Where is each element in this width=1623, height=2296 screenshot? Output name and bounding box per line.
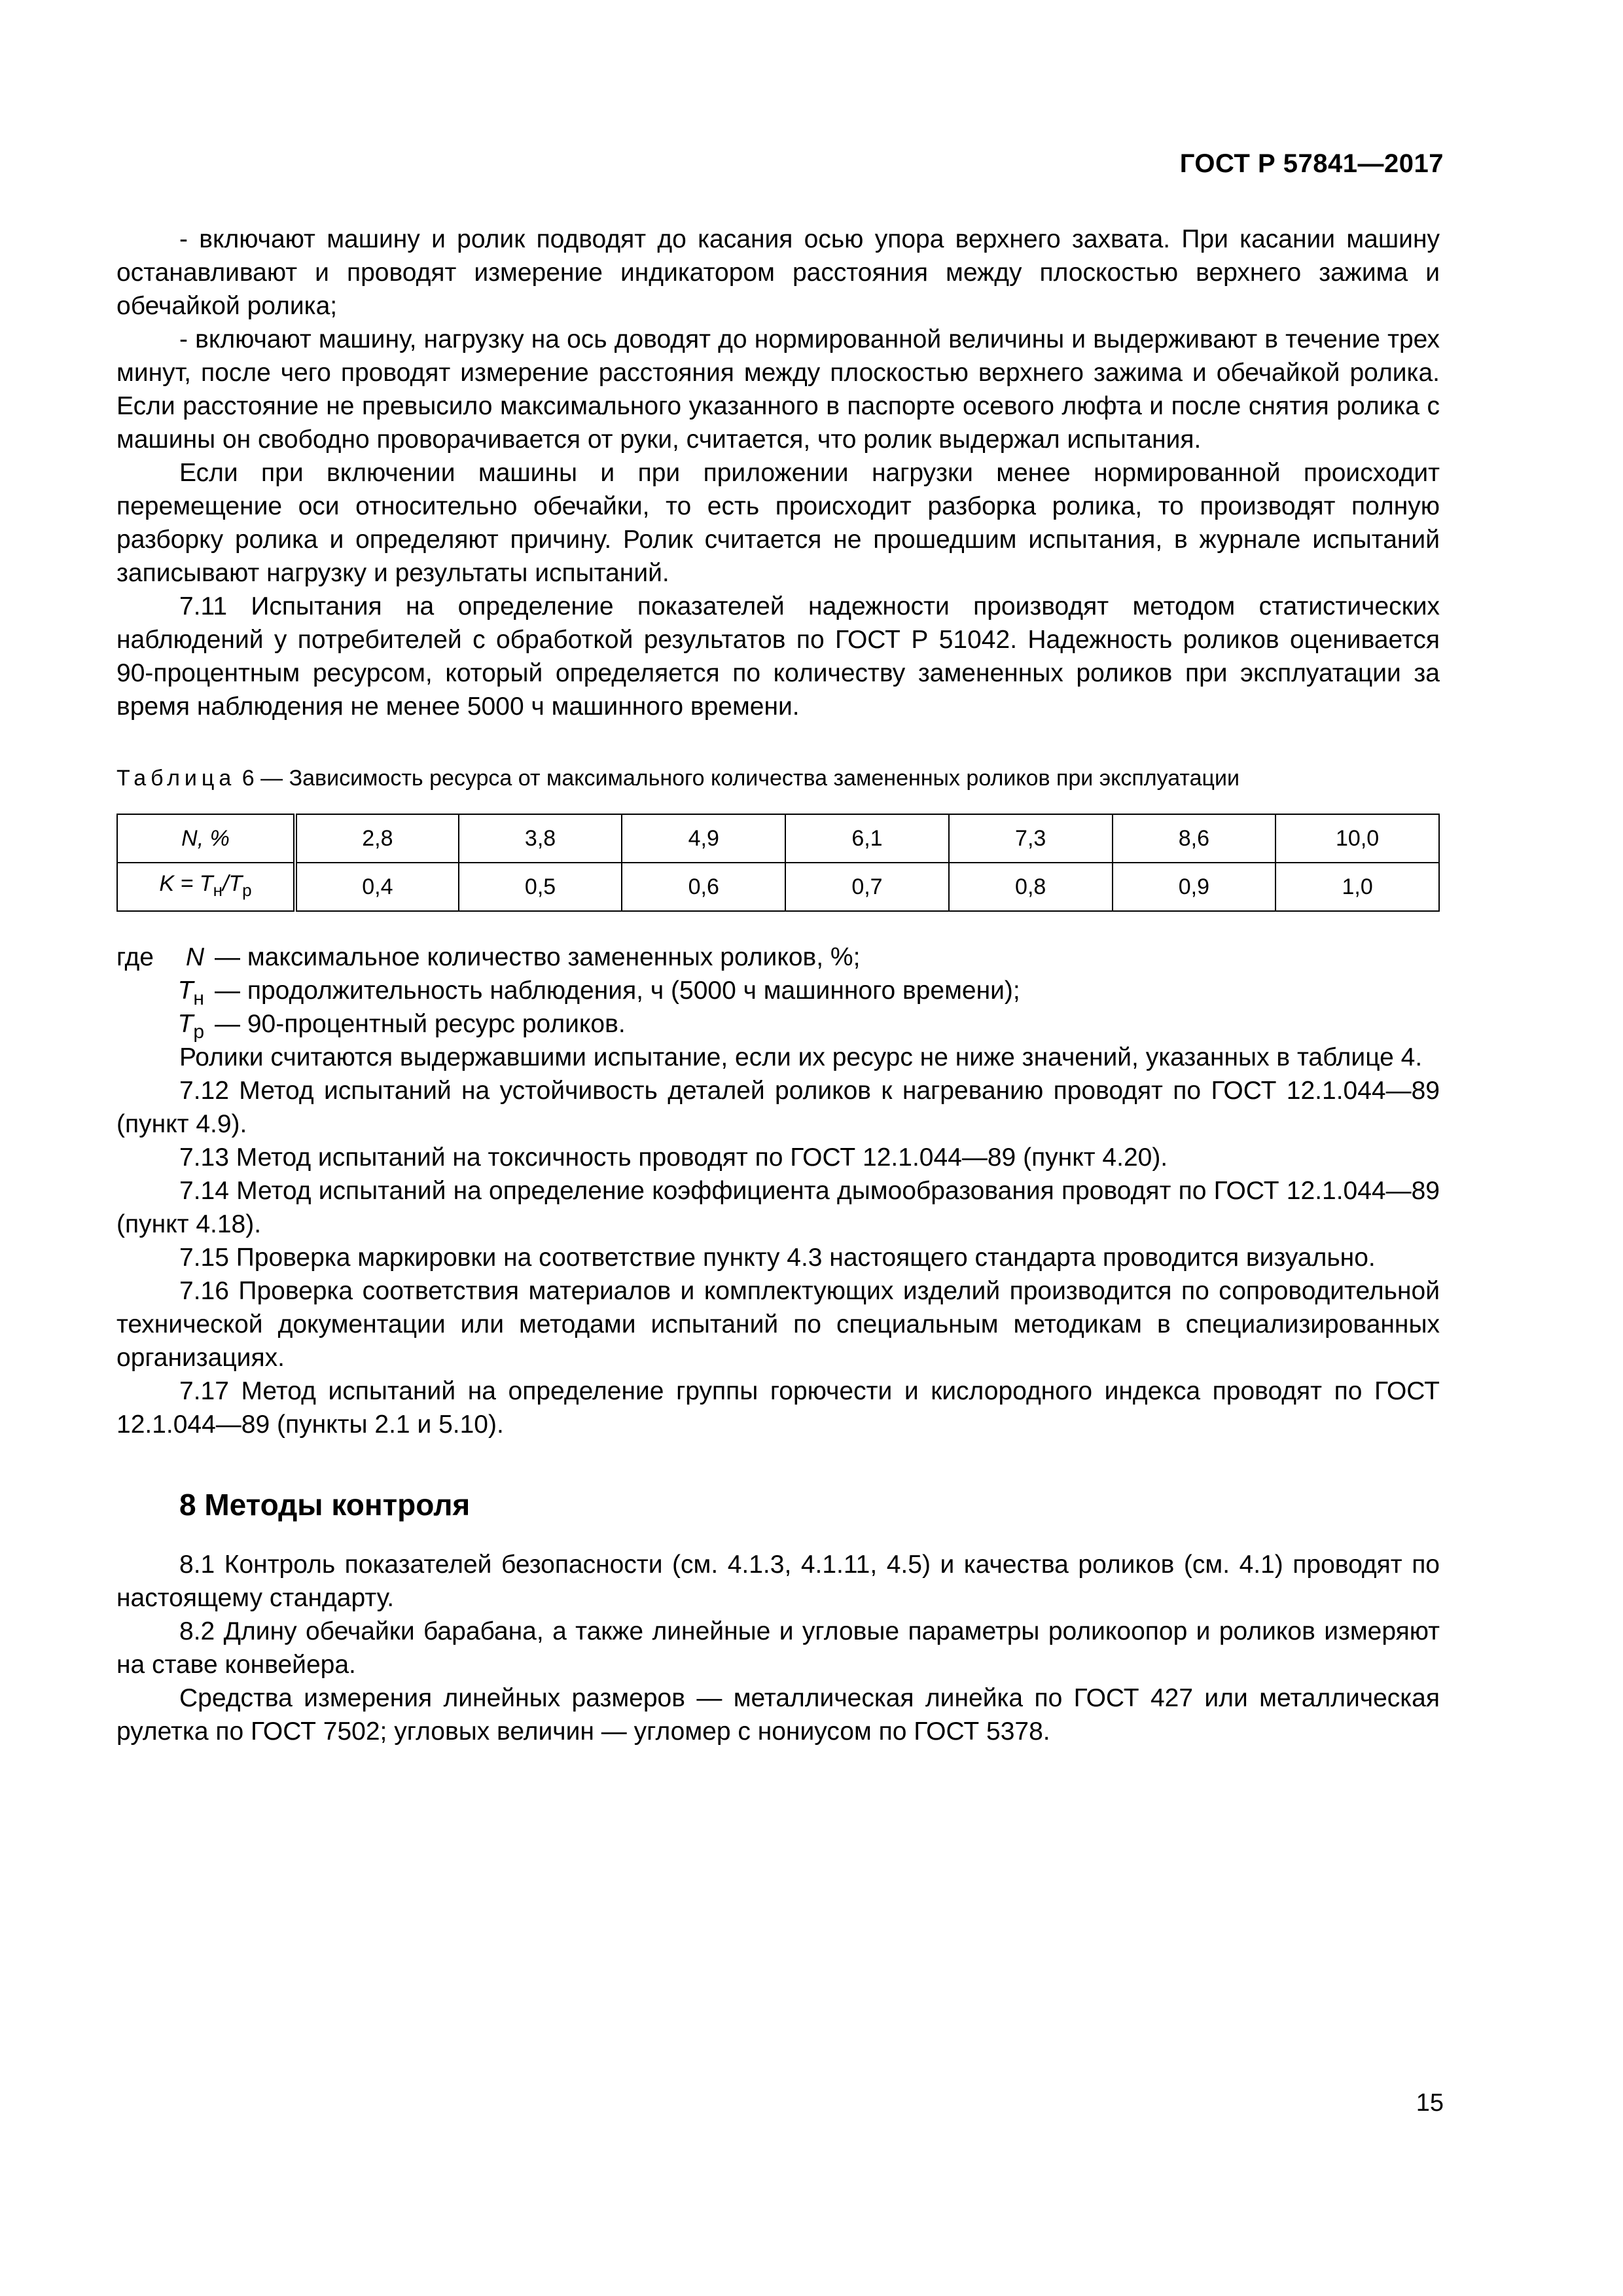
paragraph: 7.14 Метод испытаний на определение коэффициента дымообразования проводят по ГОСТ 12.1.044—89 (пункт 4.18). xyxy=(116,1177,1440,1238)
legend-text: — максимальное количество замененных роликов, %; xyxy=(215,943,861,971)
row-header-k xyxy=(117,863,295,911)
legend-n: N xyxy=(185,943,204,971)
table-cell: 1,0 xyxy=(1275,863,1439,911)
table-caption xyxy=(116,764,1440,793)
legend-row xyxy=(116,974,1440,1007)
table-cell: 0,8 xyxy=(949,863,1113,911)
table-cell: 0,4 xyxy=(295,863,459,911)
table-cell: 4,9 xyxy=(622,814,785,863)
paragraph: 7.17 Метод испытаний на определение группы горючести и кислородного индекса проводят по ГОСТ 12.1.044—89 (пункты 2.1 и 5.10). xyxy=(116,1377,1440,1439)
table-cell: 7,3 xyxy=(949,814,1113,863)
section-heading: 8 Методы контроля xyxy=(179,1488,471,1522)
k-formula-sub: р xyxy=(242,880,252,900)
table-cell: 10,0 xyxy=(1275,814,1439,863)
legend-text: — 90-процентный ресурс роликов. xyxy=(215,1010,626,1038)
k-formula-sub: н xyxy=(213,880,223,900)
table-row xyxy=(117,814,1439,863)
legend-tp-sub: р xyxy=(193,1020,204,1043)
table-cell: 3,8 xyxy=(459,814,622,863)
paragraph: Средства измерения линейных размеров — металлическая линейка по ГОСТ 427 или металлическая рулетка по ГОСТ 7502; угловых величин — угломер с нониусом по ГОСТ 5378. xyxy=(116,1684,1440,1746)
legend-tp: T xyxy=(177,1010,194,1038)
paragraph: Ролики считаются выдержавшими испытание, если их ресурс не ниже значений, указанных в таблице 4. xyxy=(179,1043,1423,1071)
paragraph: 8.1 Контроль показателей безопасности (см. 4.1.3, 4.1.11, 4.5) и качества роликов (см. 4.1) проводят по настоящему стандарту. xyxy=(116,1551,1440,1612)
paragraph: 8.2 Длину обечайки барабана, а также линейные и угловые параметры роликоопор и роликов измеряют на ставе конвейера. xyxy=(116,1617,1440,1679)
row-header-n: N, % xyxy=(117,814,295,863)
table-cell: 0,7 xyxy=(785,863,949,911)
paragraph: - включают машину, нагрузку на ось доводят до нормированной величины и выдерживают в течение трех минут, после чего проводят измерение расстояния между плоскостью верхнего зажима и обечайкой ролика. Если расстояние не превысило максимального указанного в паспорте осевого люфта и после снятия ролика с машины он свободно проворачивается от руки, считается, что ролик выдержал испытания. xyxy=(116,325,1440,454)
table-cell: 0,6 xyxy=(622,863,785,911)
legend-row xyxy=(116,941,1440,974)
legend-tn-sub: н xyxy=(193,987,204,1009)
symbol-legend xyxy=(116,941,1440,1041)
k-formula-part: K = T xyxy=(159,870,213,896)
legend-text: — продолжительность наблюдения, ч (5000 ч машинного времени); xyxy=(215,977,1020,1005)
page-number: 15 xyxy=(1416,2089,1444,2117)
legend-where: где xyxy=(116,943,154,971)
table-cell: 6,1 xyxy=(785,814,949,863)
paragraph: Если при включении машины и при приложении нагрузки менее нормированной происходит перемещение оси относительно обечайки, то есть происходит разборка ролика, то производят полную разборку ролика и определяют причину. Ролик считается не прошедшим испытания, в журнале испытаний записывают нагрузку и результаты испытаний. xyxy=(116,459,1440,587)
table-caption-label: Таблица xyxy=(116,766,236,791)
legend-symbol xyxy=(116,941,215,974)
paragraph: 7.16 Проверка соответствия материалов и комплектующих изделий производится по сопроводительной технической документации или методами испытаний по специальным методикам в специализированных организациях. xyxy=(116,1277,1440,1372)
k-formula-part: /T xyxy=(222,870,243,896)
paragraph: - включают машину и ролик подводят до касания осью упора верхнего захвата. При касании машину останавливают и проводят измерение индикатором расстояния между плоскостью верхнего зажима и обечайкой ролика; xyxy=(116,225,1440,320)
table-cell: 8,6 xyxy=(1113,814,1276,863)
legend-row xyxy=(116,1007,1440,1041)
table-caption-text: 6 — Зависимость ресурса от максимального количества замененных роликов при эксплуатации xyxy=(241,766,1240,791)
table-cell: 0,5 xyxy=(459,863,622,911)
paragraph: 7.12 Метод испытаний на устойчивость деталей роликов к нагреванию проводят по ГОСТ 12.1.044—89 (пункт 4.9). xyxy=(116,1077,1440,1138)
table-cell: 2,8 xyxy=(295,814,459,863)
table-6 xyxy=(116,814,1440,912)
table-cell: 0,9 xyxy=(1113,863,1276,911)
table-row xyxy=(117,863,1439,911)
paragraph: 7.11 Испытания на определение показателей надежности производят методом статистических наблюдений у потребителей с обработкой результатов по ГОСТ Р 51042. Надежность роликов оценивается 90-процентным ресурсом, который определяется по количеству замененных роликов при эксплуатации за время наблюдения не менее 5000 ч машинного времени. xyxy=(116,592,1440,721)
document-number: ГОСТ Р 57841—2017 xyxy=(1179,149,1444,178)
paragraph: 7.13 Метод испытаний на токсичность проводят по ГОСТ 12.1.044—89 (пункт 4.20). xyxy=(179,1143,1168,1172)
paragraph: 7.15 Проверка маркировки на соответствие пункту 4.3 настоящего стандарта проводится визуально. xyxy=(179,1244,1376,1272)
page-body xyxy=(116,223,1440,1748)
legend-tn: T xyxy=(177,977,194,1005)
